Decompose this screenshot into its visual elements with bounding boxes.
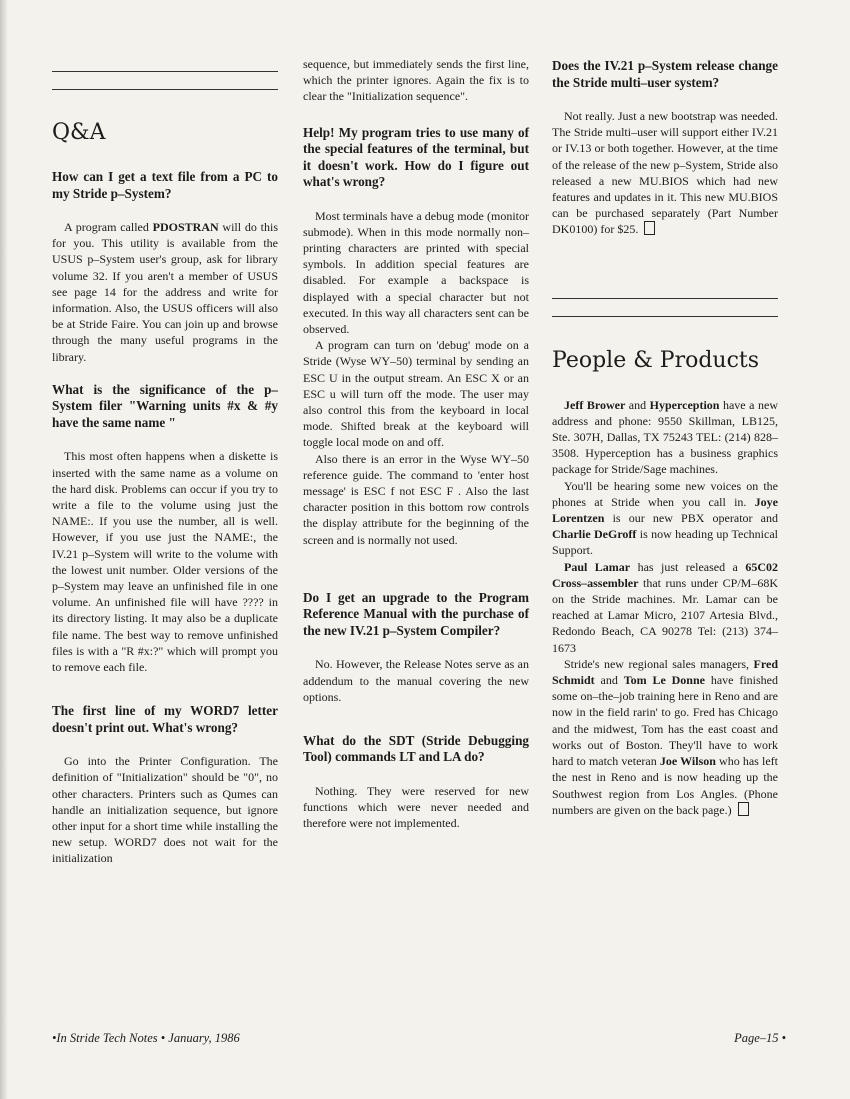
- answer-text: Not really. Just a new bootstrap was needed. The Stride multi–user will support either IV.21 or IV.13 or both together. However, at the time of the release of the new p–System, Stride also released a new MU.BIOS which had new features and updates in it. This new MU.BIOS can be purchased separately (Part Number DK0100) for $25.: [552, 109, 778, 237]
- answer-paragraph: [552, 108, 778, 238]
- question-heading: Help! My program tries to use many of the special features of the terminal, but it doesn't work. How do I figure out what's wrong?: [303, 124, 529, 190]
- question-heading: What is the significance of the p–System filer "Warning units #x & #y have the same name ": [52, 381, 278, 430]
- answer-text: will do this for you. This utility is available from the USUS p–System user's group, ask for library volume 32. If you aren't a member of USUS see page 14 for the address and write for information. Also, the USUS officers will also be at Stride Faire. You can join up and browse through the many useful programs in the library.: [52, 220, 278, 364]
- news-text: that runs under CP/M–68K on the Stride machines. Mr. Lamar can be reached at Lamar Micro, 2107 Artesia Blvd., Redondo Beach, CA 90278 Tel: (213) 374–1673: [552, 575, 778, 655]
- news-text: and: [594, 673, 624, 688]
- section-title-people-products: People & Products: [552, 347, 760, 373]
- company-name: Hyperception: [649, 397, 720, 412]
- news-text: You'll be hearing some new voices on the phones at Stride when you call in.: [552, 478, 778, 509]
- product-name: 65C02 Cross–assembler: [552, 559, 779, 590]
- answer-paragraph: [52, 219, 278, 365]
- news-text: have a new address and phone: 9550 Skillman, LB125, Ste. 307H, Dallas, TX 75243 TEL: (214) 828–3508. Hyperception has a business graphics package for Stride/Sage machines.: [552, 397, 779, 477]
- column-2: [303, 56, 529, 832]
- answer-paragraph-continued: sequence, but immediately sends the first line, which the printer ignores. Again the fix is to clear the "Initialization sequence".: [303, 57, 529, 104]
- person-name: Paul Lamar: [564, 559, 631, 574]
- question-heading: What do the SDT (Stride Debugging Tool) commands LT and LA do?: [303, 732, 529, 765]
- answer-text: A program called: [64, 220, 153, 234]
- person-name: Jeff Brower: [564, 397, 626, 412]
- answer-paragraph: Go into the Printer Configuration. The definition of "Initialization" should be "0", no other characters. Printers such as Qumes can handle an initialization sequence, but ignore other input for a short time while installing the new setup. WORD7 does not wait for the initialization: [52, 754, 278, 866]
- news-paragraph: [552, 559, 778, 656]
- answer-paragraph: Most terminals have a debug mode (monitor submode). When in this mode normally non–printing characters are printed with special symbols. In addition special features are disabled. For example a backspace is displayed with a special character but not executed. In this way all characters sent can be observed.: [303, 208, 529, 337]
- page-edge: [0, 0, 8, 1099]
- news-paragraph: [552, 397, 778, 478]
- product-name: PDOSTRAN: [152, 220, 219, 234]
- answer-paragraph: Nothing. They were reserved for new functions which were never needed and therefore were not implemented.: [303, 783, 529, 831]
- end-mark-icon: [644, 221, 655, 235]
- section-title-qa: Q&A: [52, 120, 106, 145]
- answer-paragraph: A program can turn on 'debug' mode on a Stride (Wyse WY–50) terminal by sending an ESC U in the output stream. An ESC X or an ESC u will turn off the mode. The user may also control this from the keyboard in local mode. Shifted break at the keyboard will toggle local mode on and off.: [303, 338, 529, 450]
- news-text: is our new PBX operator and: [604, 511, 778, 526]
- footer-page-number: Page–15 •: [734, 1031, 786, 1045]
- end-mark-icon: [738, 802, 749, 816]
- rule: [552, 298, 778, 299]
- person-name: Fred Schmidt: [552, 656, 778, 688]
- question-heading: Does the IV.21 p–System release change the Stride multi–user system?: [552, 58, 778, 90]
- column-1: [52, 58, 278, 867]
- question-heading: How can I get a text file from a PC to my Stride p–System?: [52, 169, 278, 201]
- news-paragraph: [552, 656, 778, 818]
- news-text: has just released a: [630, 559, 746, 574]
- question-heading: The first line of my WORD7 letter doesn't print out. What's wrong?: [52, 703, 278, 735]
- footer-publication: •In Stride Tech Notes • January, 1986: [52, 1031, 240, 1045]
- person-name: Charlie DeGroff: [552, 527, 637, 542]
- news-paragraph: [552, 478, 778, 559]
- rule: [52, 71, 278, 72]
- answer-paragraph: Also there is an error in the Wyse WY–50 reference guide. The command to 'enter host message' is ESC f not ESC F . Also the last character position in this bottom row controls the display attribute for the beginning of the screen and is normally not used.: [303, 451, 529, 547]
- person-name: Joye Lorentzen: [552, 494, 778, 526]
- person-name: Joe Wilson: [659, 754, 716, 769]
- news-text: and: [625, 397, 650, 412]
- question-heading: Do I get an upgrade to the Program Reference Manual with the purchase of the new IV.21 p–System Compiler?: [303, 589, 529, 638]
- answer-paragraph: This most often happens when a diskette is inserted with the same name as a volume on the hard disk. Problems can occur if you try to write a file to the volume using just the NAME:. If you use the number, all is well. However, if you use just the NAME:, the IV.21 p–System will write to the volume with the lowest unit number. Older versions of the p–System may leave an unfinished file in one volume. An unfinished file will have ???? in its directory listing. It may also be a duplicate file name. The best way to remove unfinished files is with a "R #x:?" which will prompt you to remove each file.: [52, 449, 278, 674]
- news-text: have finished some on–the–job training here in Reno and are now in the field rarin' to go. Fred has Chicago and the midwest, Tom has the east coast and works out of Boston. They'll have to work hard to match veteran: [552, 673, 779, 769]
- news-text: Stride's new regional sales managers,: [564, 656, 754, 671]
- news-text: who has left the nest in Reno and is now heading up the Southwest region from Los Angles. (Phone numbers are given on the back page.): [552, 754, 778, 817]
- rule: [52, 89, 278, 90]
- rule: [552, 316, 778, 317]
- news-text: is now heading up Technical Support.: [552, 527, 778, 558]
- person-name: Tom Le Donne: [623, 673, 705, 688]
- answer-paragraph: No. However, the Release Notes serve as an addendum to the manual covering the new options.: [303, 657, 529, 704]
- column-3: [552, 58, 778, 818]
